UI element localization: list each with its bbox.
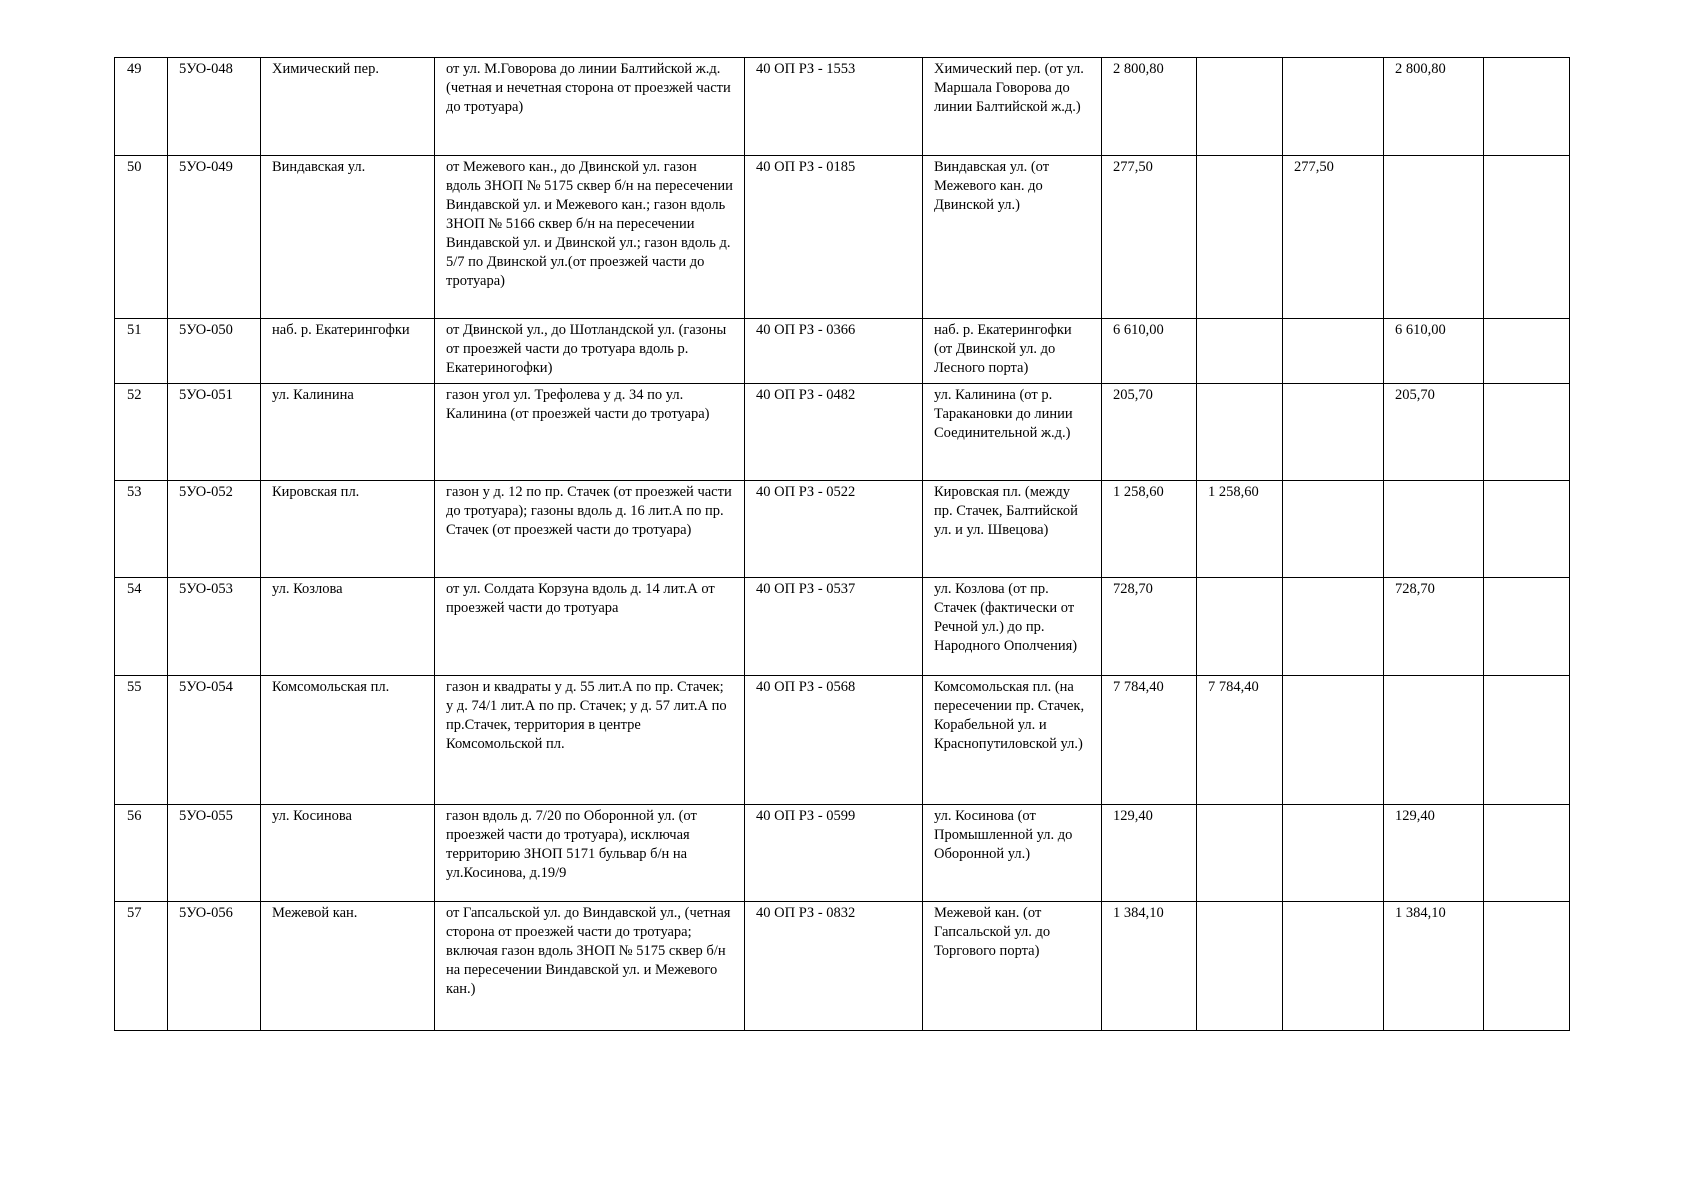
street-name-cell: Комсомольская пл. — [261, 676, 435, 805]
area-column-d-cell — [1484, 902, 1570, 1031]
area-column-c-cell — [1384, 156, 1484, 319]
area-column-c-cell: 1 384,10 — [1384, 902, 1484, 1031]
total-area-cell: 7 784,40 — [1102, 676, 1197, 805]
object-code-cell: 5УО-051 — [168, 384, 261, 481]
area-column-a-cell — [1197, 58, 1283, 156]
area-column-d-cell — [1484, 578, 1570, 676]
area-column-a-cell — [1197, 902, 1283, 1031]
total-area-cell: 1 258,60 — [1102, 481, 1197, 578]
area-column-c-cell: 728,70 — [1384, 578, 1484, 676]
object-code-cell: 5УО-048 — [168, 58, 261, 156]
road-id-cell: 40 ОП РЗ - 0537 — [745, 578, 923, 676]
street-name-cell: Виндавская ул. — [261, 156, 435, 319]
area-column-b-cell — [1283, 58, 1384, 156]
road-name-cell: ул. Косинова (от Промышленной ул. до Оборонной ул.) — [923, 805, 1102, 902]
total-area-cell: 728,70 — [1102, 578, 1197, 676]
area-column-d-cell — [1484, 805, 1570, 902]
table-row — [115, 319, 1570, 384]
road-greenery-table — [114, 57, 1570, 1031]
area-column-c-cell: 129,40 — [1384, 805, 1484, 902]
area-column-c-cell — [1384, 676, 1484, 805]
total-area-cell: 277,50 — [1102, 156, 1197, 319]
area-column-b-cell — [1283, 805, 1384, 902]
area-description-cell: от Двинской ул., до Шотландской ул. (газоны от проезжей части до тротуара вдоль р. Екатериногофки) — [435, 319, 745, 384]
street-name-cell: Кировская пл. — [261, 481, 435, 578]
road-name-cell: Межевой кан. (от Гапсальской ул. до Торгового порта) — [923, 902, 1102, 1031]
road-id-cell: 40 ОП РЗ - 0366 — [745, 319, 923, 384]
street-name-cell: наб. р. Екатерингофки — [261, 319, 435, 384]
area-column-a-cell — [1197, 156, 1283, 319]
area-description-cell: от ул. Солдата Корзуна вдоль д. 14 лит.А от проезжей части до тротуара — [435, 578, 745, 676]
area-column-c-cell: 2 800,80 — [1384, 58, 1484, 156]
street-name-cell: Межевой кан. — [261, 902, 435, 1031]
road-id-cell: 40 ОП РЗ - 0568 — [745, 676, 923, 805]
row-number-cell: 53 — [115, 481, 168, 578]
total-area-cell: 205,70 — [1102, 384, 1197, 481]
area-description-cell: газон угол ул. Трефолева у д. 34 по ул. Калинина (от проезжей части до тротуара) — [435, 384, 745, 481]
road-name-cell: наб. р. Екатерингофки (от Двинской ул. до Лесного порта) — [923, 319, 1102, 384]
road-id-cell: 40 ОП РЗ - 0185 — [745, 156, 923, 319]
table-row — [115, 384, 1570, 481]
area-column-b-cell — [1283, 481, 1384, 578]
area-column-d-cell — [1484, 384, 1570, 481]
area-description-cell: газон и квадраты у д. 55 лит.А по пр. Стачек; у д. 74/1 лит.А по пр. Стачек; у д. 57 лит.А по пр.Стачек, территория в центре Комсомольской пл. — [435, 676, 745, 805]
table-row — [115, 578, 1570, 676]
area-column-d-cell — [1484, 319, 1570, 384]
road-name-cell: ул. Козлова (от пр. Стачек (фактически от Речной ул.) до пр. Народного Ополчения) — [923, 578, 1102, 676]
area-column-d-cell — [1484, 676, 1570, 805]
area-column-a-cell — [1197, 384, 1283, 481]
area-column-c-cell: 205,70 — [1384, 384, 1484, 481]
road-id-cell: 40 ОП РЗ - 0522 — [745, 481, 923, 578]
road-name-cell: Химический пер. (от ул. Маршала Говорова до линии Балтийской ж.д.) — [923, 58, 1102, 156]
area-column-a-cell: 7 784,40 — [1197, 676, 1283, 805]
row-number-cell: 52 — [115, 384, 168, 481]
object-code-cell: 5УО-050 — [168, 319, 261, 384]
row-number-cell: 51 — [115, 319, 168, 384]
area-column-a-cell: 1 258,60 — [1197, 481, 1283, 578]
object-code-cell: 5УО-054 — [168, 676, 261, 805]
road-id-cell: 40 ОП РЗ - 0832 — [745, 902, 923, 1031]
area-column-d-cell — [1484, 156, 1570, 319]
area-description-cell: от Гапсальской ул. до Виндавской ул., (четная сторона от проезжей части до тротуара; включая газон вдоль ЗНОП № 5175 сквер б/н на пересечении Виндавской ул. и Межевого кан.) — [435, 902, 745, 1031]
row-number-cell: 50 — [115, 156, 168, 319]
road-id-cell: 40 ОП РЗ - 0482 — [745, 384, 923, 481]
street-name-cell: ул. Косинова — [261, 805, 435, 902]
area-column-a-cell — [1197, 578, 1283, 676]
object-code-cell: 5УО-056 — [168, 902, 261, 1031]
object-code-cell: 5УО-049 — [168, 156, 261, 319]
area-column-b-cell — [1283, 902, 1384, 1031]
table-body — [115, 58, 1570, 1031]
road-id-cell: 40 ОП РЗ - 0599 — [745, 805, 923, 902]
table-row — [115, 902, 1570, 1031]
total-area-cell: 6 610,00 — [1102, 319, 1197, 384]
area-description-cell: газон вдоль д. 7/20 по Оборонной ул. (от проезжей части до тротуара), исключая территорию ЗНОП 5171 бульвар б/н на ул.Косинова, д.19/9 — [435, 805, 745, 902]
area-column-c-cell: 6 610,00 — [1384, 319, 1484, 384]
area-description-cell: от Межевого кан., до Двинской ул. газон вдоль ЗНОП № 5175 сквер б/н на пересечении Виндавской ул. и Межевого кан.; газон вдоль ЗНОП № 5166 сквер б/н на пересечении Виндавской ул. и Двинской ул.; газон вдоль д. 5/7 по Двинской ул.(от проезжей части до тротуара) — [435, 156, 745, 319]
total-area-cell: 2 800,80 — [1102, 58, 1197, 156]
object-code-cell: 5УО-052 — [168, 481, 261, 578]
total-area-cell: 1 384,10 — [1102, 902, 1197, 1031]
row-number-cell: 57 — [115, 902, 168, 1031]
total-area-cell: 129,40 — [1102, 805, 1197, 902]
table-row — [115, 805, 1570, 902]
area-description-cell: от ул. М.Говорова до линии Балтийской ж.д. (четная и нечетная сторона от проезжей части до тротуара) — [435, 58, 745, 156]
area-column-b-cell: 277,50 — [1283, 156, 1384, 319]
area-description-cell: газон у д. 12 по пр. Стачек (от проезжей части до тротуара); газоны вдоль д. 16 лит.А по пр. Стачек (от проезжей части до тротуара) — [435, 481, 745, 578]
row-number-cell: 55 — [115, 676, 168, 805]
area-column-b-cell — [1283, 578, 1384, 676]
row-number-cell: 49 — [115, 58, 168, 156]
area-column-d-cell — [1484, 481, 1570, 578]
area-column-c-cell — [1384, 481, 1484, 578]
road-name-cell: Комсомольская пл. (на пересечении пр. Стачек, Корабельной ул. и Краснопутиловской ул.) — [923, 676, 1102, 805]
object-code-cell: 5УО-055 — [168, 805, 261, 902]
table-row — [115, 676, 1570, 805]
road-id-cell: 40 ОП РЗ - 1553 — [745, 58, 923, 156]
road-name-cell: ул. Калинина (от р. Таракановки до линии Соединительной ж.д.) — [923, 384, 1102, 481]
street-name-cell: ул. Козлова — [261, 578, 435, 676]
table-row — [115, 156, 1570, 319]
street-name-cell: Химический пер. — [261, 58, 435, 156]
table-row — [115, 58, 1570, 156]
area-column-a-cell — [1197, 805, 1283, 902]
area-column-d-cell — [1484, 58, 1570, 156]
area-column-b-cell — [1283, 384, 1384, 481]
area-column-a-cell — [1197, 319, 1283, 384]
area-column-b-cell — [1283, 676, 1384, 805]
road-name-cell: Кировская пл. (между пр. Стачек, Балтийской ул. и ул. Швецова) — [923, 481, 1102, 578]
road-name-cell: Виндавская ул. (от Межевого кан. до Двинской ул.) — [923, 156, 1102, 319]
object-code-cell: 5УО-053 — [168, 578, 261, 676]
row-number-cell: 54 — [115, 578, 168, 676]
table-row — [115, 481, 1570, 578]
row-number-cell: 56 — [115, 805, 168, 902]
street-name-cell: ул. Калинина — [261, 384, 435, 481]
area-column-b-cell — [1283, 319, 1384, 384]
